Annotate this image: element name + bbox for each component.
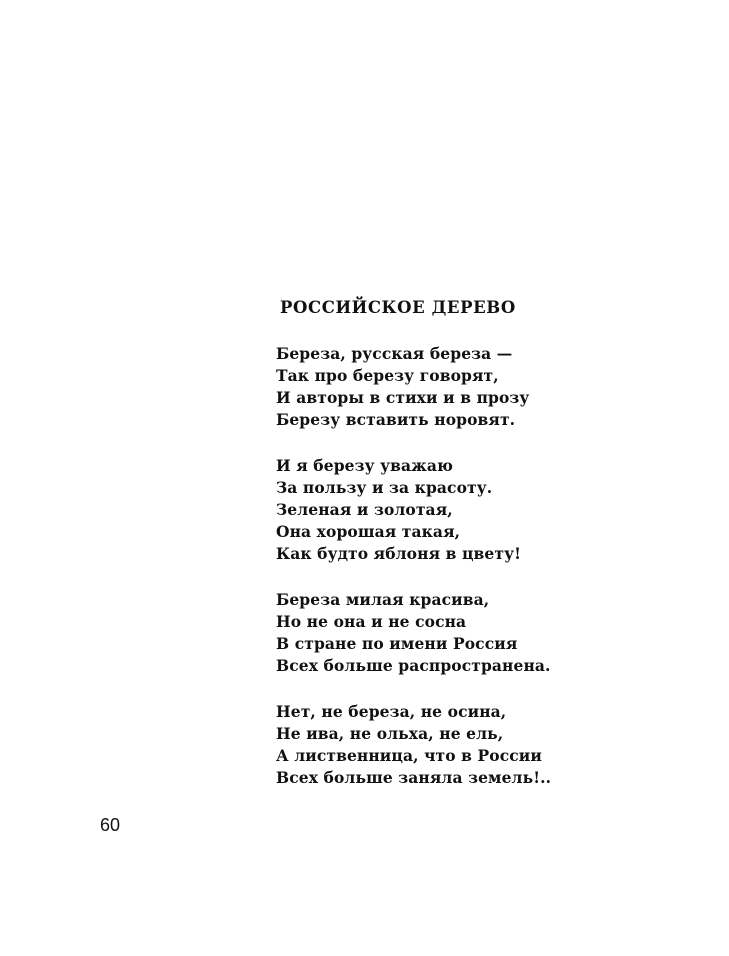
poem-line: Зеленая и золотая, <box>276 500 453 519</box>
poem-line: За пользу и за красоту. <box>276 478 493 497</box>
poem-body <box>276 343 551 813</box>
poem-line: И я березу уважаю <box>276 456 454 475</box>
poem-line: И авторы в стихи и в прозу <box>276 388 530 407</box>
poem-line: Береза, русская береза — <box>276 344 513 363</box>
stanza-3 <box>276 589 551 677</box>
poem-line: Она хорошая такая, <box>276 522 461 541</box>
poem-title: РОССИЙСКОЕ ДЕРЕВО <box>280 298 516 317</box>
page-number: 60 <box>100 815 121 835</box>
poem-line: Всех больше распространена. <box>276 656 551 675</box>
poem-line: Не ива, не ольха, не ель, <box>276 724 504 743</box>
poem-line: Нет, не береза, не осина, <box>276 702 507 721</box>
stanza-2 <box>276 455 551 565</box>
poem-line: Так про березу говорят, <box>276 366 499 385</box>
poem-line: А лиственница, что в России <box>276 746 543 765</box>
poem-line: Березу вставить норовят. <box>276 410 516 429</box>
poem-line: Как будто яблоня в цвету! <box>276 544 521 563</box>
poem-line: Береза милая красива, <box>276 590 490 609</box>
poem-line: В стране по имени Россия <box>276 634 518 653</box>
stanza-4 <box>276 701 551 789</box>
stanza-1 <box>276 343 551 431</box>
poem-line: Но не она и не сосна <box>276 612 467 631</box>
poem-line: Всех больше заняла земель!.. <box>276 768 552 787</box>
